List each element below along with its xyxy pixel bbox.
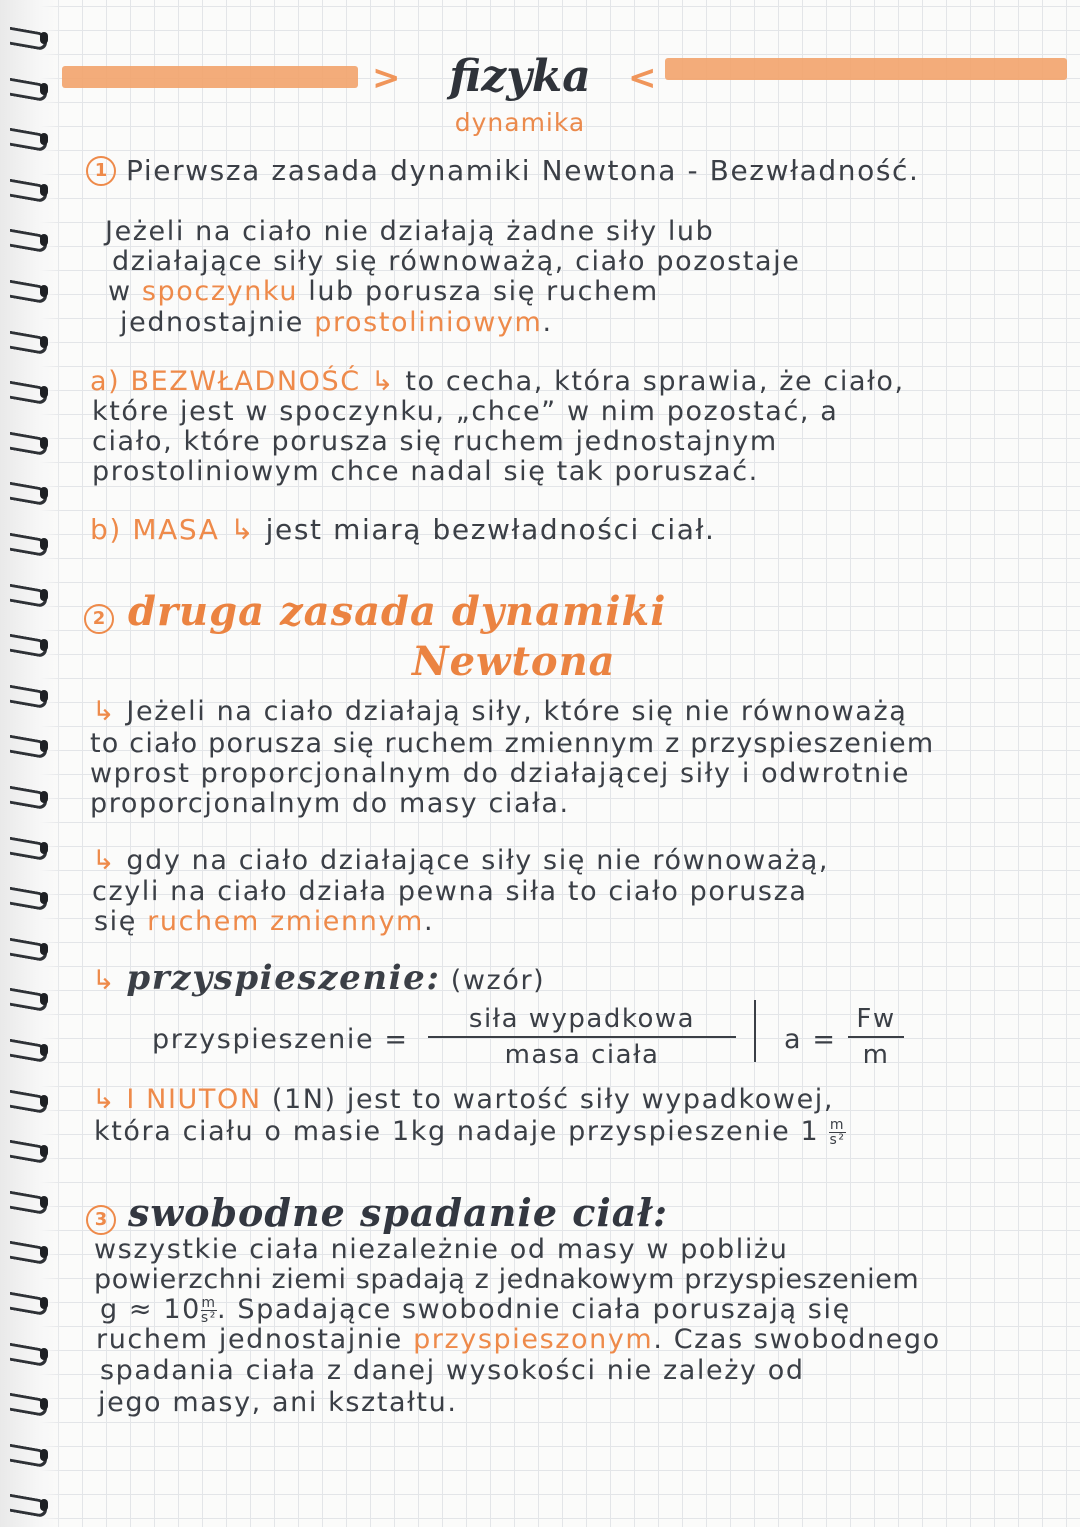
spiral-ring <box>4 230 48 250</box>
formula-short-lhs: a = <box>784 1024 837 1055</box>
section1-body-line1: Jeżeli na ciało nie działają żadne siły lub <box>105 216 715 247</box>
section3-line5: spadania ciała z danej wysokości nie zależy od <box>100 1355 805 1386</box>
section1-a-line1 <box>90 366 905 398</box>
section3-heading: swobodne spadanie ciał: <box>128 1190 669 1235</box>
text-ruchem-jednostajnie: ruchem jednostajnie <box>96 1324 403 1355</box>
highlight-prostoliniowym: prostoliniowym <box>314 307 543 338</box>
label-masa: b) MASA <box>90 513 220 546</box>
section2-p1-line2: to ciało porusza się ruchem zmiennym z przyspieszeniem <box>90 728 935 759</box>
section1-a-line4: prostoliniowym chce nadal się tak poruszać. <box>92 456 759 487</box>
header-highlight-left <box>62 66 358 88</box>
formula-divider <box>754 1000 756 1062</box>
text-period: . <box>542 307 553 338</box>
section2-p1-line4: proporcjonalnym do masy ciała. <box>90 788 570 819</box>
text-lub-porusza: lub porusza się ruchem <box>308 276 659 307</box>
spiral-ring <box>4 1192 48 1212</box>
section3-line1: wszystkie ciała niezależnie od masy w pobliżu <box>94 1234 789 1265</box>
fraction-bar <box>428 1036 736 1038</box>
page-subtitle: dynamika <box>454 108 586 137</box>
section2-p2-line1 <box>92 845 829 877</box>
text-a-line1: to cecha, która sprawia, że ciało, <box>405 366 905 397</box>
spiral-ring <box>4 1141 48 1161</box>
newton-line1 <box>92 1084 834 1116</box>
spiral-ring <box>4 888 48 908</box>
spiral-ring <box>4 787 48 807</box>
text-g: g ≈ 10 <box>100 1294 201 1325</box>
newton-line2 <box>94 1116 846 1148</box>
header-highlight-right <box>665 58 1067 80</box>
text-p1-line1: Jeżeli na ciało działają siły, które się nie równoważą <box>126 696 908 727</box>
spiral-ring <box>4 129 48 149</box>
spiral-ring <box>4 332 48 352</box>
text-sie: się <box>94 906 137 937</box>
spiral-ring <box>4 28 48 48</box>
spiral-ring <box>4 180 48 200</box>
spiral-ring <box>4 1040 48 1060</box>
section1-a-line2: które jest w spoczynku, „chce” w nim pozostać, a <box>92 396 839 427</box>
text-p2-line1: gdy na ciało działające siły się nie równoważą, <box>126 845 830 876</box>
unit-m: m <box>201 1295 217 1311</box>
arrow-icon: ↳ <box>230 513 256 546</box>
formula-heading-line <box>92 958 546 998</box>
g-unit-fraction <box>201 1296 217 1325</box>
section2-p2-line3 <box>94 906 434 938</box>
label-bezwladnosc: a) BEZWŁADNOŚĆ <box>90 366 361 397</box>
section1-number: 1 <box>86 156 116 186</box>
section2-heading-line2: Newtona <box>412 638 616 685</box>
highlight-ruchem-zmiennym: ruchem zmiennym <box>147 906 424 937</box>
text-period: . <box>423 906 435 937</box>
text-spadajace: . Spadające swobodnie ciała poruszają się <box>217 1294 851 1325</box>
header-deco-left: > <box>372 58 401 98</box>
spiral-ring <box>4 483 48 503</box>
section3-line2: powierzchni ziemi spadają z jednakowym przyspieszeniem <box>94 1264 920 1295</box>
arrow-icon: ↳ <box>92 965 117 996</box>
arrow-icon: ↳ <box>92 845 117 876</box>
spiral-ring <box>4 1445 48 1465</box>
header-deco-right: < <box>628 58 657 98</box>
text-newton-line1: (1N) jest to wartość siły wypadkowej, <box>271 1084 835 1115</box>
text-newton-line2: która ciału o masie 1kg nadaje przyspieszenie <box>94 1116 791 1147</box>
spiral-ring <box>4 382 48 402</box>
highlight-przyspieszonym: przyspieszonym <box>413 1324 654 1355</box>
spiral-ring <box>4 686 48 706</box>
section2-p2-line2: czyli na ciało działa pewna siła to ciało porusza <box>92 876 808 907</box>
arrow-icon: ↳ <box>92 696 117 727</box>
unit-s2: s² <box>200 1310 217 1326</box>
section1-b-line <box>90 514 716 546</box>
section2-number: 2 <box>84 604 114 634</box>
spiral-ring <box>4 989 48 1009</box>
spiral-ring <box>4 281 48 301</box>
spiral-ring <box>4 585 48 605</box>
spiral-ring <box>4 1242 48 1262</box>
formula-denominator: masa ciała <box>504 1040 660 1070</box>
section1-body-line3 <box>108 276 659 308</box>
formula-short-fraction <box>848 1004 904 1070</box>
section3-line3 <box>100 1294 851 1326</box>
spiral-ring <box>4 1394 48 1414</box>
formula-short-numerator: Fw <box>856 1004 896 1034</box>
unit-s2: s² <box>829 1132 846 1148</box>
spiral-ring <box>4 1344 48 1364</box>
section3-line4 <box>96 1324 941 1356</box>
section1-a-line3: ciało, które porusza się ruchem jednostajnym <box>92 426 778 457</box>
highlight-spoczynku: spoczynku <box>141 276 299 307</box>
spiral-ring <box>4 534 48 554</box>
spiral-binding <box>0 0 62 1527</box>
section1-body-line4 <box>120 307 553 339</box>
formula-lhs: przyspieszenie = <box>152 1024 409 1055</box>
section1-body-line2: działające siły się równoważą, ciało pozostaje <box>112 246 801 277</box>
formula-short-denominator: m <box>862 1040 890 1070</box>
unit-fraction <box>829 1118 845 1147</box>
spiral-ring <box>4 736 48 756</box>
label-niuton: I NIUTON <box>126 1084 262 1115</box>
spiral-ring <box>4 1293 48 1313</box>
page-title: fizyka <box>449 51 591 102</box>
spiral-ring <box>4 1495 48 1515</box>
spiral-ring <box>4 1091 48 1111</box>
arrow-icon: ↳ <box>370 366 396 397</box>
text-w: w <box>108 276 132 307</box>
section3-line6: jego masy, ani kształtu. <box>98 1387 458 1418</box>
formula-note: (wzór) <box>450 965 546 996</box>
arrow-icon: ↳ <box>92 1084 117 1115</box>
section3-number: 3 <box>86 1205 116 1235</box>
fraction-bar <box>848 1036 904 1038</box>
text-masa-def: jest miarą bezwładności ciał. <box>265 513 716 546</box>
spiral-ring <box>4 838 48 858</box>
spiral-ring <box>4 79 48 99</box>
text-czas: . Czas swobodnego <box>653 1324 941 1355</box>
spiral-ring <box>4 635 48 655</box>
unit-one: 1 <box>800 1116 820 1147</box>
formula-numerator: siła wypadkowa <box>468 1004 696 1034</box>
text-jednostajnie: jednostajnie <box>120 307 305 338</box>
section2-p1-line3: wprost proporcjonalnym do działającej siły i odwrotnie <box>90 758 911 789</box>
section2-heading-line1: druga zasada dynamiki <box>128 588 667 635</box>
section2-p1-line1 <box>92 696 907 728</box>
spiral-ring <box>4 939 48 959</box>
unit-m: m <box>829 1117 846 1133</box>
spiral-ring <box>4 433 48 453</box>
formula-heading: przyspieszenie: <box>126 958 441 998</box>
section1-heading: Pierwsza zasada dynamiki Newtona - Bezwładność. <box>126 154 920 187</box>
formula-fraction <box>428 1004 736 1070</box>
